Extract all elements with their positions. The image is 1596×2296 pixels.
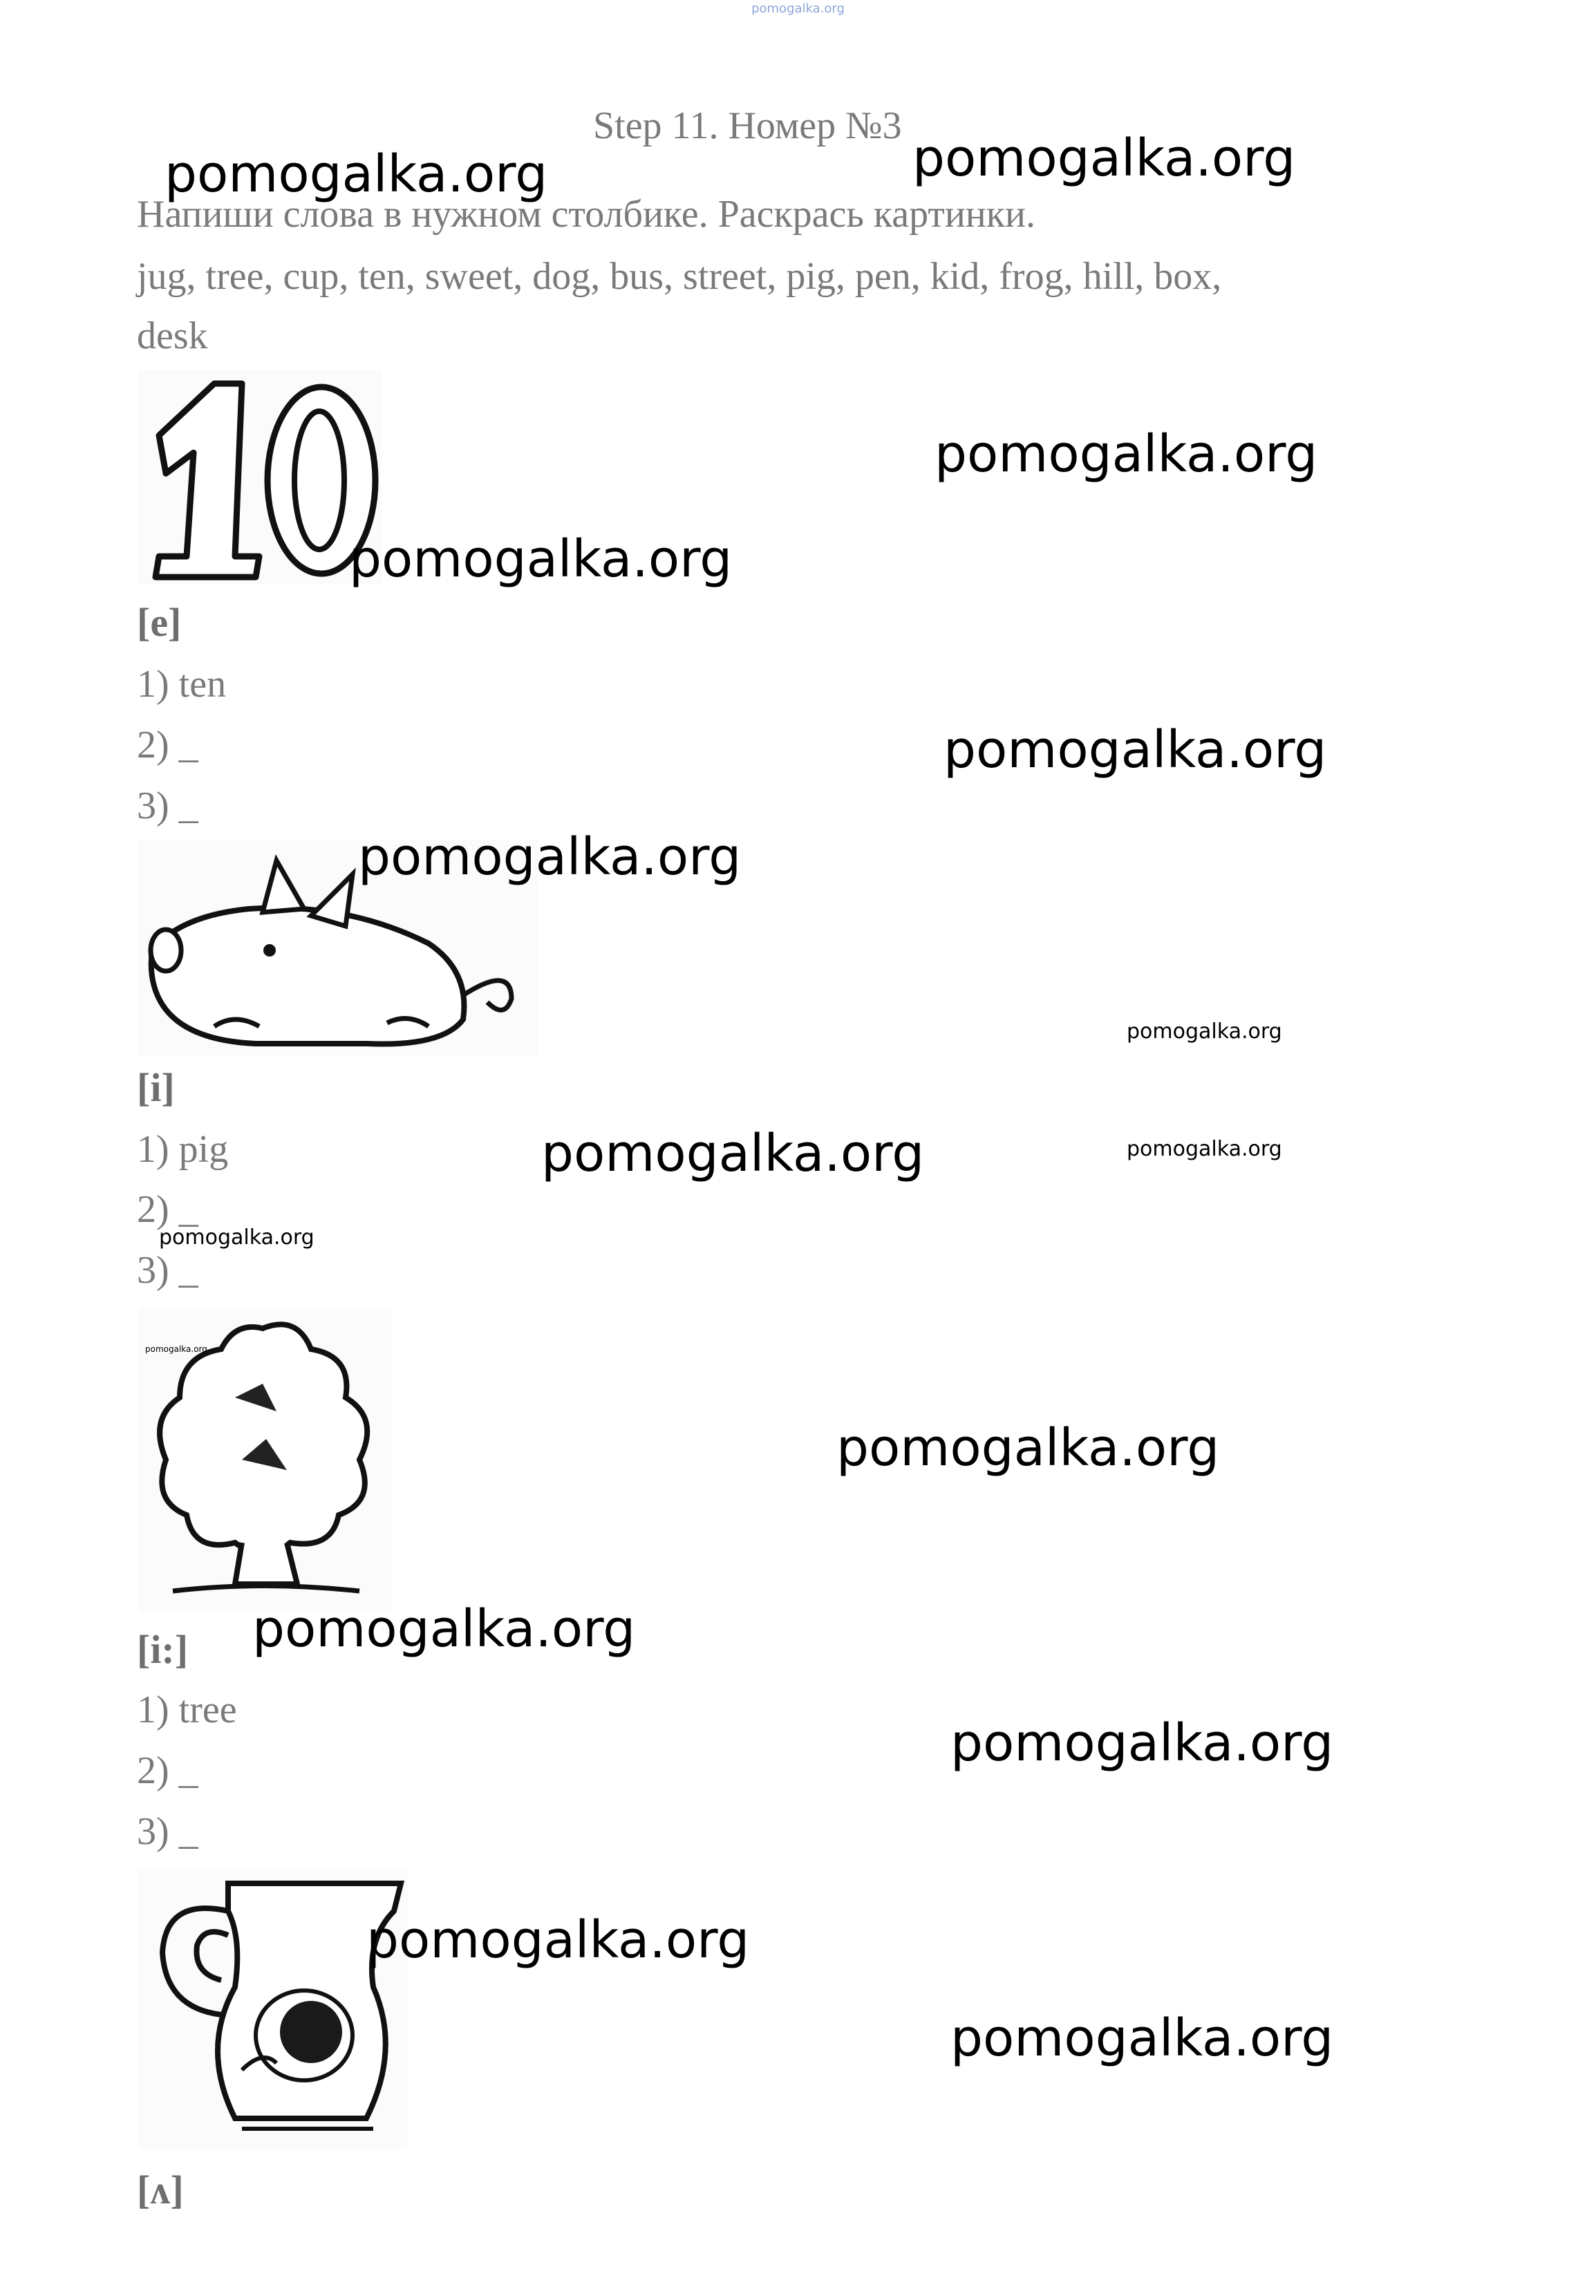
watermark: pomogalka.org: [366, 1910, 750, 1970]
watermark: pomogalka.org: [950, 2008, 1334, 2068]
watermark: pomogalka.org: [159, 1225, 314, 1250]
list-item: 1) tree: [137, 1688, 237, 1731]
watermark: pomogalka.org: [252, 1599, 636, 1659]
number-ten-picture: [138, 370, 382, 584]
top-watermark: pomogalka.org: [751, 1, 845, 16]
watermark: pomogalka.org: [943, 720, 1327, 780]
sound-heading-a: [ʌ]: [137, 2167, 184, 2212]
list-item: 2) _: [137, 1749, 198, 1792]
watermark: pomogalka.org: [145, 1344, 207, 1354]
list-item: 3) _: [137, 784, 198, 827]
watermark: pomogalka.org: [912, 129, 1296, 188]
watermark: pomogalka.org: [165, 144, 548, 204]
list-item: 1) ten: [137, 663, 227, 706]
instruction: Напиши слова в нужном столбике. Раскрась картинки.: [137, 193, 1035, 236]
list-item: 2) _: [137, 724, 198, 766]
watermark: pomogalka.org: [358, 827, 742, 887]
watermark: pomogalka.org: [1127, 1019, 1282, 1044]
page-title: Step 11. Номер №3: [593, 104, 902, 147]
sound-heading-ii: [i:]: [137, 1627, 189, 1672]
sound-heading-e: [e]: [137, 600, 182, 645]
watermark: pomogalka.org: [935, 424, 1318, 484]
word-list-line-1: jug, tree, cup, ten, sweet, dog, bus, street, pig, pen, kid, frog, hill, box,: [137, 255, 1222, 298]
word-list-line-2: desk: [137, 314, 208, 357]
list-item: 1) pig: [137, 1128, 229, 1171]
list-item: 2) _: [137, 1188, 198, 1231]
watermark: pomogalka.org: [1127, 1137, 1282, 1161]
watermark: pomogalka.org: [349, 529, 733, 589]
list-item: 3) _: [137, 1810, 198, 1853]
list-item: 3) _: [137, 1249, 198, 1292]
sound-heading-i: [i]: [137, 1065, 175, 1110]
watermark: pomogalka.org: [836, 1418, 1220, 1478]
watermark: pomogalka.org: [950, 1713, 1334, 1773]
watermark: pomogalka.org: [541, 1124, 925, 1183]
